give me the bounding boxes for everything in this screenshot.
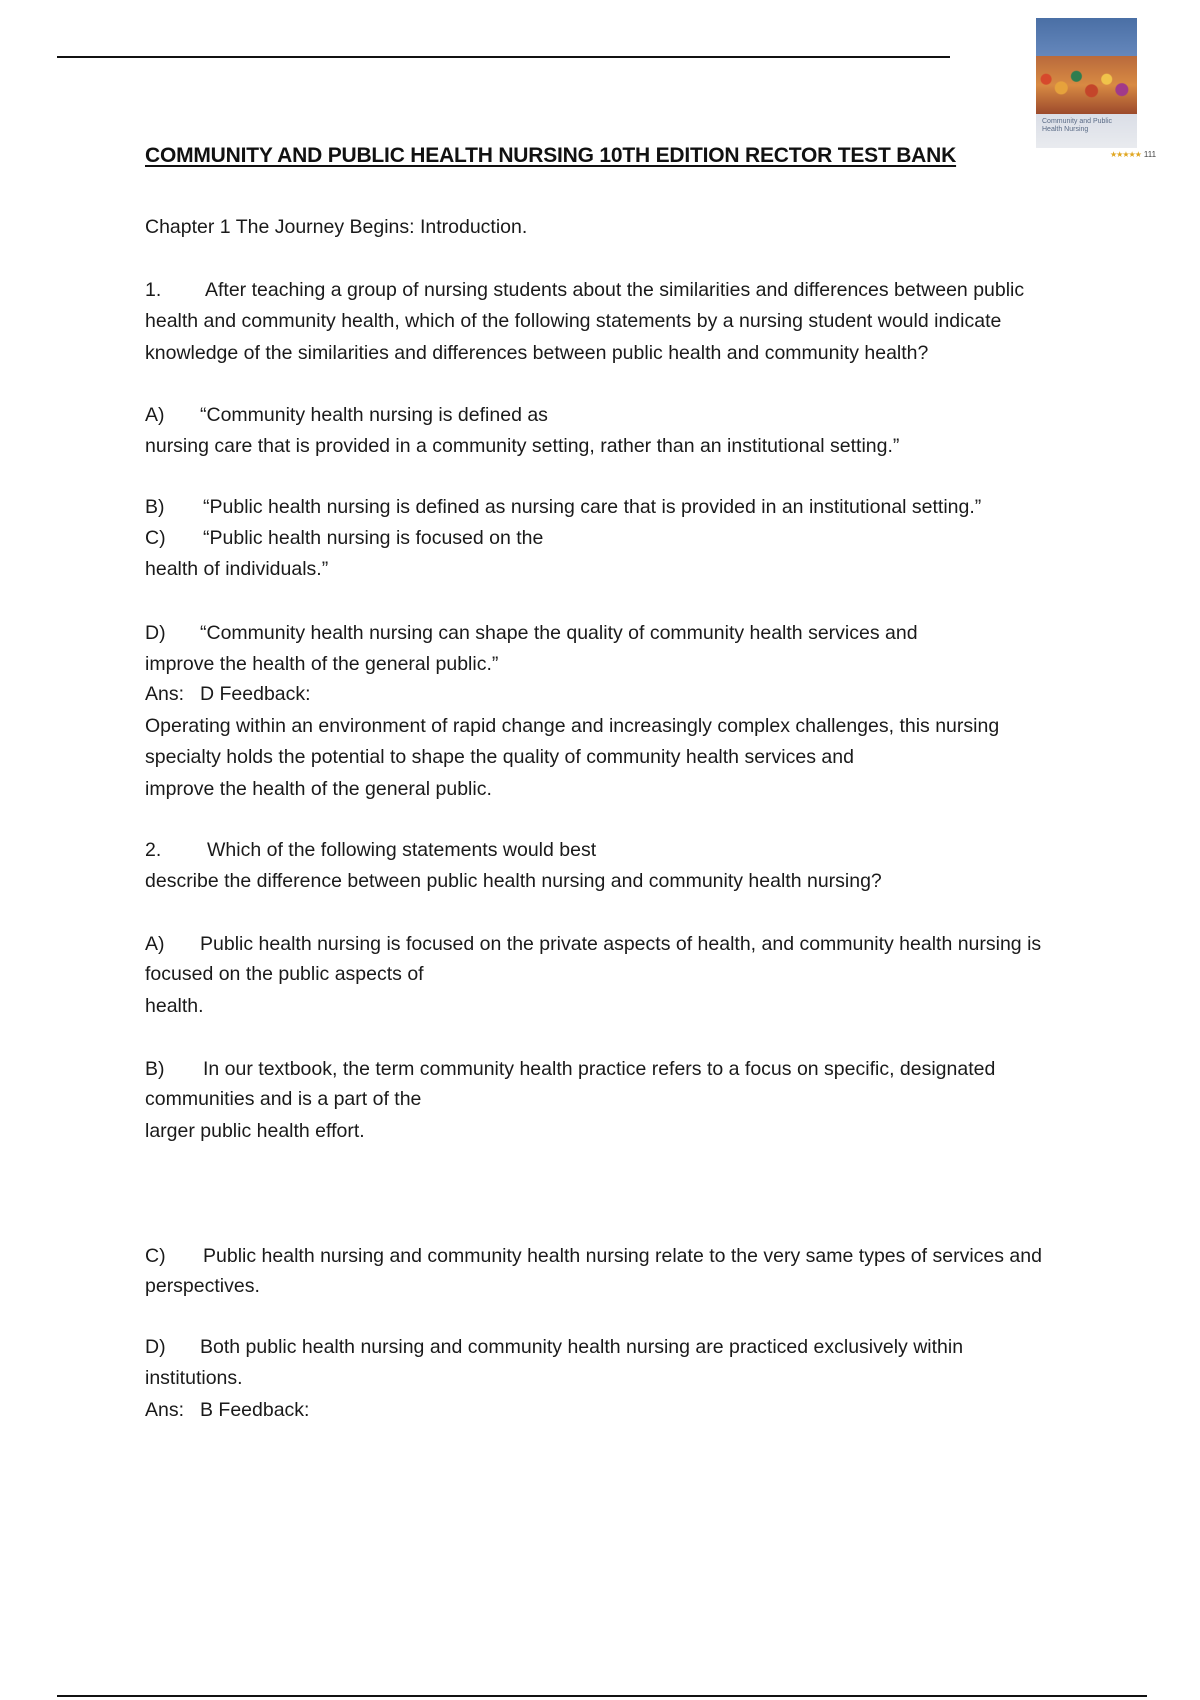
option-label: D)	[145, 622, 166, 644]
question-1-option-a: A) “Community health nursing is defined as	[145, 404, 548, 426]
question-1-stem-line-2: health and community health, which of the following statements by a nursing student would indicate	[145, 310, 1002, 332]
cover-title: Community and Public Health Nursing	[1042, 118, 1113, 133]
book-cover-thumbnail[interactable]	[1036, 18, 1137, 148]
question-2-option-a: A) Public health nursing is focused on the private aspects of health, and community health nursing is	[145, 933, 1042, 955]
rating-stars	[1110, 150, 1156, 159]
rating-count: 111	[1143, 150, 1157, 159]
question-1-number: 1.	[145, 279, 162, 301]
answer-label: Ans:	[145, 683, 185, 705]
question-1-option-c: C) “Public health nursing is focused on the	[145, 527, 544, 549]
option-label: C)	[145, 527, 166, 549]
question-1-option-d: D) “Community health nursing can shape the quality of community health services and	[145, 622, 918, 644]
question-1-answer	[145, 682, 311, 706]
top-divider	[57, 56, 950, 58]
option-label: B)	[145, 1058, 165, 1080]
question-2-option-b: B) In our textbook, the term community health practice refers to a focus on specific, designated	[145, 1058, 996, 1080]
document-title: COMMUNITY AND PUBLIC HEALTH NURSING 10TH EDITION RECTOR TEST BANK	[145, 144, 957, 167]
question-1-stem-line-3: knowledge of the similarities and differences between public health and community health?	[145, 342, 929, 364]
question-1-feedback-line-1: Operating within an environment of rapid change and increasingly complex challenges, this nursing	[145, 715, 1000, 737]
question-2-option-a-line-2: focused on the public aspects of	[145, 963, 424, 985]
question-1-option-c-line-2: health of individuals.”	[145, 558, 329, 580]
option-label: A)	[145, 933, 165, 955]
answer-value: B Feedback:	[200, 1399, 310, 1421]
question-1-option-b: B) “Public health nursing is defined as nursing care that is provided in an institutional setting.”	[145, 496, 982, 518]
answer-value: D Feedback:	[200, 683, 311, 705]
question-2-option-c: C) Public health nursing and community health nursing relate to the very same types of services and	[145, 1245, 1042, 1267]
question-2-stem-line-1: 2. Which of the following statements would best	[145, 839, 597, 861]
answer-label: Ans:	[145, 1399, 185, 1421]
option-label: D)	[145, 1336, 166, 1358]
question-2-option-b-line-2: communities and is a part of the	[145, 1088, 422, 1110]
question-1-option-a-line-2: nursing care that is provided in a community setting, rather than an institutional setting.”	[145, 435, 900, 457]
question-2-option-d-line-2: institutions.	[145, 1367, 243, 1389]
cover-illustration	[1036, 56, 1137, 114]
question-1-feedback-line-3: improve the health of the general public.	[145, 778, 492, 800]
question-1-stem-line-1: 1. After teaching a group of nursing students about the similarities and differences between public	[145, 279, 1025, 301]
option-label: C)	[145, 1245, 166, 1267]
option-label: B)	[145, 496, 165, 518]
question-2-option-d: D) Both public health nursing and community health nursing are practiced exclusively within	[145, 1336, 964, 1358]
question-2-number: 2.	[145, 839, 162, 861]
option-label: A)	[145, 404, 165, 426]
question-2-option-a-line-3: health.	[145, 995, 204, 1017]
question-2-option-b-line-3: larger public health effort.	[145, 1120, 365, 1142]
question-2-option-c-line-2: perspectives.	[145, 1275, 260, 1297]
star-icons: ★★★★★	[1110, 150, 1141, 159]
chapter-heading: Chapter 1 The Journey Begins: Introduction.	[145, 216, 528, 238]
question-2-stem-line-2: describe the difference between public health nursing and community health nursing?	[145, 870, 882, 892]
question-1-option-d-line-2: improve the health of the general public.”	[145, 653, 499, 675]
question-1-feedback-line-2: specialty holds the potential to shape the quality of community health services and	[145, 746, 854, 768]
question-2-answer	[145, 1398, 309, 1422]
bottom-divider	[57, 1695, 1147, 1697]
